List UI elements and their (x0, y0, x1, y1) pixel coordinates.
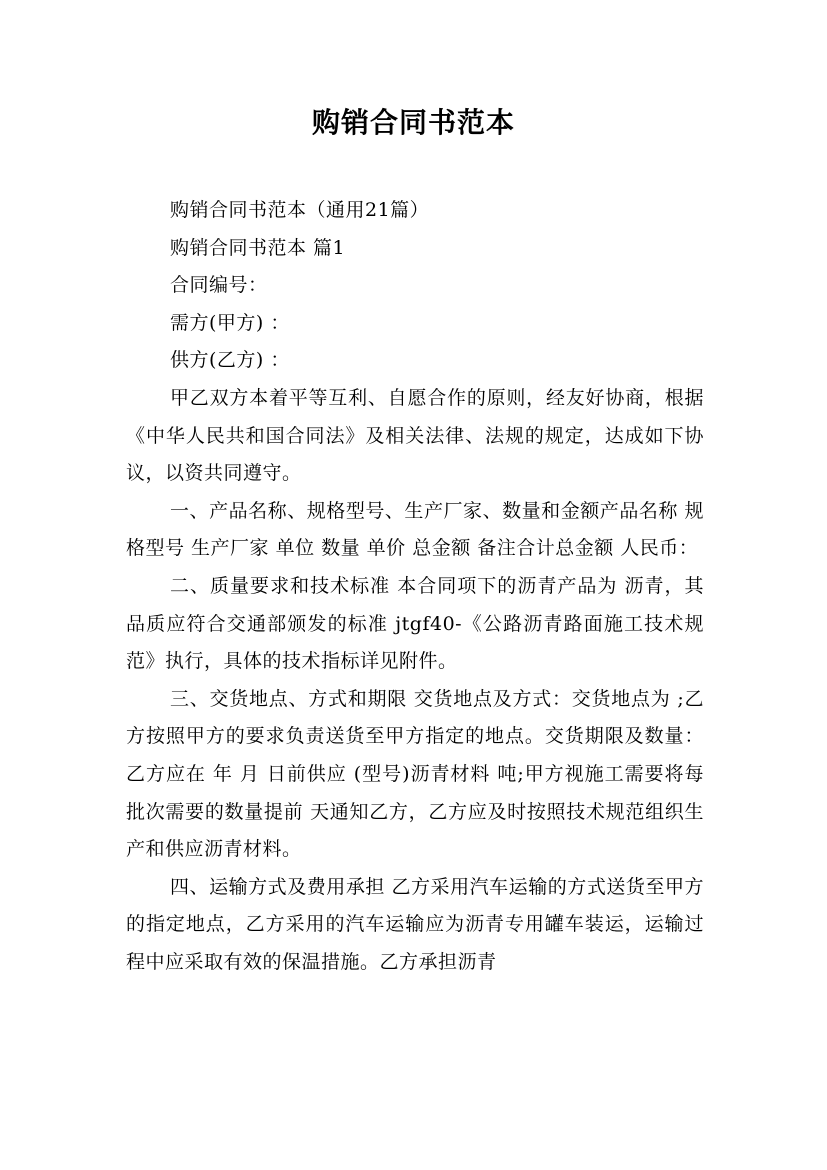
paragraph-subtitle: 购销合同书范本（通用21篇） (170, 199, 430, 221)
document-body (126, 192, 704, 981)
paragraph-section-heading: 购销合同书范本 篇1 (170, 236, 346, 259)
paragraph-clause-2: 二、质量要求和技术标准 本合同项下的沥青产品为 沥青，其品质应符合交通部颁发的标准 jtgf40-《公路沥青路面施工技术规范》执行，具体的技术指标详见附件。 (126, 574, 704, 673)
paragraph-preamble: 甲乙双方本着平等互利、自愿合作的原则，经友好协商，根据《中华人民共和国合同法》及相关法律、法规的规定，达成如下协议，以资共同遵守。 (126, 386, 704, 485)
document-title: 购销合同书范本 (311, 106, 515, 139)
paragraph-clause-1: 一、产品名称、规格型号、生产厂家、数量和金额产品名称 规格型号 生产厂家 单位 数量 单价 总金额 备注合计总金额 人民币： (126, 499, 704, 560)
paragraph-supplier: 供方(乙方) ： (170, 349, 290, 372)
paragraph-buyer: 需方(甲方) ： (170, 311, 290, 334)
paragraph-clause-3: 三、交货地点、方式和期限 交货地点及方式：交货地点为 ;乙方按照甲方的要求负责送货至甲方指定的地点。交货期限及数量：乙方应在 年 月 日前供应 (型号)沥青材料 吨;甲方视施工需要将每批次需要的数量提前 天通知乙方，乙方应及时按照技术规范组织生产和供应沥青材料。 (126, 687, 704, 861)
paragraph-contract-number: 合同编号： (170, 274, 268, 297)
paragraph-clause-4: 四、运输方式及费用承担 乙方采用汽车运输的方式送货至甲方的指定地点，乙方采用的汽车运输应为沥青专用罐车装运，运输过程中应采取有效的保温措施。乙方承担沥青 (126, 875, 704, 973)
